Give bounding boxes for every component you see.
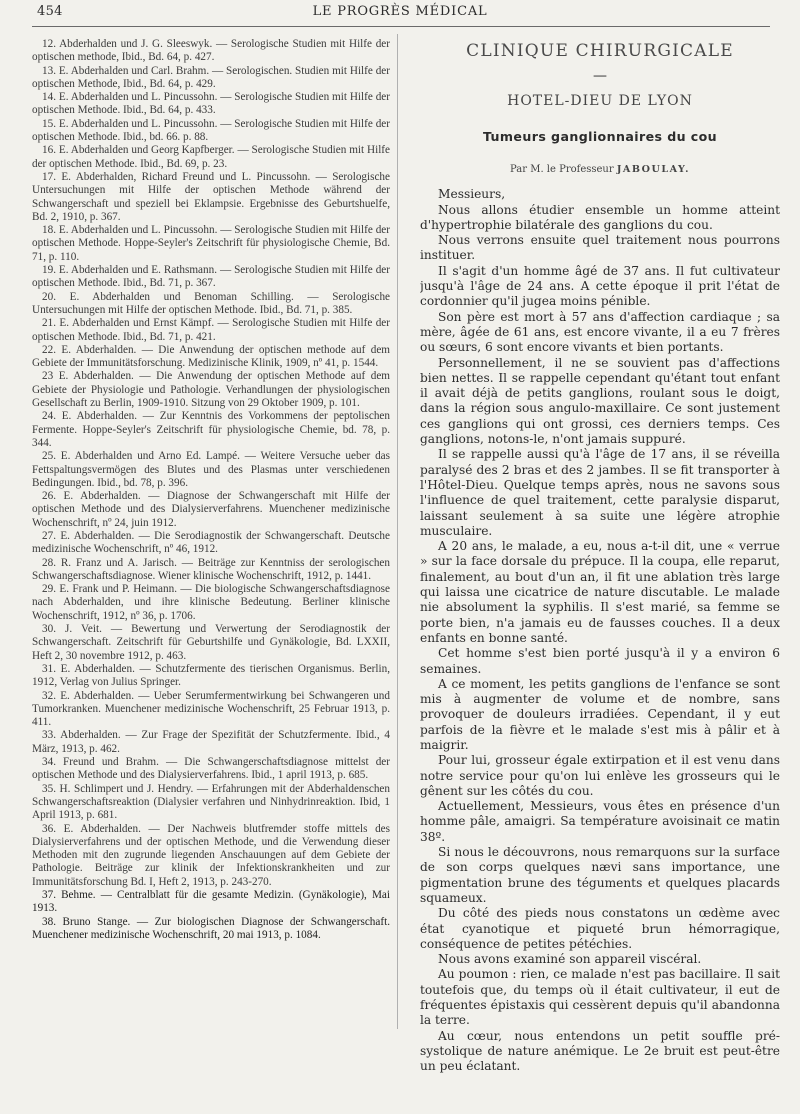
reference-item: 15. E. Abderhalden und L. Pincussohn. — Serologische Studien mit Hilfe der optischen Methode. Ibid., bd. 66. p. 88. xyxy=(32,117,390,144)
reference-item: 12. Abderhalden und J. G. Sleeswyk. — Serologische Studien mit Hilfe der optischen methode, Ibid., Bd. 64, p. 427. xyxy=(32,38,390,64)
reference-item: 23 E. Abderhalden. — Die Anwendung der optischen Methode auf dem Gebiete der Physiologie und Pathologie. Verhandlungen der physiologischen Gesellschaft zu Berlin, 1909-1910. Sitzung von 29 Oktober 1909, p. 101. xyxy=(32,370,390,410)
paragraph: Actuellement, Messieurs, vous êtes en présence d'un homme pâle, amaigri. Sa température avoisinait ce matin 38º. xyxy=(420,799,780,844)
header-rule xyxy=(32,26,770,27)
paragraph: Nous verrons ensuite quel traitement nous pourrons instituer. xyxy=(420,233,780,263)
reference-item: 20. E. Abderhalden und Benoman Schilling. — Serologische Untersuchungen mit Hilfe der optischen Methode. Ibid., Bd. 71, p. 385. xyxy=(32,290,390,316)
paragraph: A ce moment, les petits ganglions de l'enfance se sont mis à augmenter de volume et de nombre, sans provoquer de douleurs irradiées. Cependant, il y eut parfois de la fièvre et le malade s'est mis à pâlir et à maigrir. xyxy=(420,676,780,752)
article-column xyxy=(420,40,780,1075)
reference-item: 38. Bruno Stange. — Zur biologischen Diagnose der Schwangerschaft. Muenchener medizinische Wochenschrift, 20 mai 1913, p. 1084. xyxy=(32,915,390,941)
running-title: LE PROGRÈS MÉDICAL xyxy=(312,4,488,19)
reference-item: 19. E. Abderhalden und E. Rathsmann. — Serologische Studien mit Hilfe der optischen Methode. Ibid., Bd. 71, p. 367. xyxy=(32,264,390,290)
page-number: 454 xyxy=(37,4,63,19)
reference-item: 14. E. Abderhalden und L. Pincussohn. — Serologische Studien mit Hilfe der optischen Methode. Ibid., Bd. 64, p. 433. xyxy=(32,91,390,117)
paragraph: Pour lui, grosseur égale extirpation et il est venu dans notre service pour qu'on lui enlève les grosseurs qui le gênent sur les côtés du cou. xyxy=(420,753,780,798)
paragraph: Nous avons examiné son appareil viscéral. xyxy=(438,952,702,967)
paragraph: Il s'agit d'un homme âgé de 37 ans. Il fut cultivateur jusqu'à l'âge de 24 ans. A cette époque il prit l'état de cordonnier qu'il jugea moins pénible. xyxy=(420,263,780,309)
reference-item: 25. E. Abderhalden und Arno Ed. Lampé. — Weitere Versuche ueber das Fettspaltungsvermögen des Blutes und des Plasmas unter verschiedenen Bedingungen. Ibid., bd. 78, p. 396. xyxy=(32,450,390,489)
paragraph: Au poumon : rien, ce malade n'est pas bacillaire. Il sait toutefois que, du temps où il était cultivateur, il eut de fréquentes épistaxis qui cessèrent depuis qu'il abandonna la terre. xyxy=(420,967,780,1028)
reference-item: 18. E. Abderhalden und L. Pincussohn. — Serologische Studien mit Hilfe der optischen Methode. Hoppe-Seyler's Zeitschrift für physiologische Chemie, Bd. 71, p. 110. xyxy=(32,224,390,263)
paragraph: A 20 ans, le malade, a eu, nous a-t-il dit, une « verrue » sur la face dorsale du prépuce. Il la coupa, elle reparut, finalement, au bout d'un an, il fit une ablation très large qui laissa une cicatrice de nature discutable. Le malade nie absolument la syphilis. Il s'est marié, sa femme se porte bien, n'a jamais eu de fausses couches. Il a deux enfants en bonne santé. xyxy=(420,539,780,645)
reference-item: 33. Abderhalden. — Zur Frage der Spezifität der Schutzfermente. Ibid., 4 März, 1913, p. 462. xyxy=(32,729,390,755)
column-divider xyxy=(397,34,398,1029)
reference-item: 27. E. Abderhalden. — Die Serodiagnostik der Schwangerschaft. Deutsche medizinische Wochenschrift, nº 46, 1912. xyxy=(32,529,390,556)
paragraph: Nous allons étudier ensemble un homme atteint d'hypertrophie bilatérale des ganglions du cou. xyxy=(420,202,780,232)
author-prefix: Par M. le Professeur xyxy=(510,164,614,175)
paragraph: Du côté des pieds nous constatons un œdème avec état cyanotique et piqueté brun hémorragique, conséquence de petites pétéchies. xyxy=(420,906,780,951)
reference-item: 34. Freund und Brahm. — Die Schwangerschaftsdiagnose mittelst der optischen Methode und des Dialysierverfahrens. Ibid., 1 april 1913, p. 685. xyxy=(32,756,390,782)
paragraph: Cet homme s'est bien porté jusqu'à il y a environ 6 semaines. xyxy=(420,646,780,676)
title-dash: — xyxy=(593,68,607,84)
references-column xyxy=(32,38,390,942)
reference-item: 13. E. Abderhalden und Carl. Brahm. — Serologischen. Studien mit Hilfe der optischen Methode, Ibid., Bd. 64, p. 429. xyxy=(32,64,390,90)
reference-item: 37. Behme. — Centralblatt für die gesamte Medizin. (Gynäkologie), Mai 1913. xyxy=(32,889,390,915)
paragraph: Au cœur, nous entendons un petit souffle pré-systolique de nature anémique. Le 2e bruit est peut-être un peu éclatant. xyxy=(420,1028,780,1074)
article-topic: Tumeurs ganglionnaires du cou xyxy=(482,129,718,144)
reference-item: 22. E. Abderhalden. — Die Anwendung der optischen methode auf dem Gebiete der Immunitätsforschung. Medizinische Klinik, 1909, nº 41, p. 1544. xyxy=(32,343,390,370)
reference-item: 16. E. Abderhalden und Georg Kapfberger. — Serologische Studien mit Hilfe der optischen Methode. Ibid., Bd. 69, p. 23. xyxy=(32,144,390,170)
paragraph: Personnellement, il ne se souvient pas d'affections bien nettes. Il se rappelle cependant qu'étant tout enfant il avait déjà de petits ganglions, roulant sous le doigt, dans la région sous angulo-maxillaire. Ce sont justement ces ganglions qui ont grossi, ces derniers temps. Ces ganglions, notons-le, n'ont jamais suppuré. xyxy=(420,355,780,447)
reference-item: 17. E. Abderhalden, Richard Freund und L. Pincussohn. — Serologische Untersuchungen mit Hilfe der optischen Methode während der Schwangerschaft und speziell bei Eklampsie. Ergebnisse des Geburtshuelfe, Bd. 2, 1910, p. 367. xyxy=(32,170,390,223)
reference-item: 24. E. Abderhalden. — Zur Kenntnis des Vorkommens der peptolischen Fermente. Hoppe-Seyler's Zeitschrift für physiologische Chemie, bd. 78, p. 344. xyxy=(32,410,390,449)
reference-item: 26. E. Abderhalden. — Diagnose der Schwangerschaft mit Hilfe der optischen Methode und des Dialysierverfahrens. Muenchener medizinische Wochenschrift, nº 24, juin 1912. xyxy=(32,490,390,529)
reference-item: 35. H. Schlimpert und J. Hendry. — Erfahrungen mit der Abderhaldenschen Schwangerschaftsreaktion (Dialysier verfahren und Ninhydrinreaktion. Ibid, 1 April 1913, p. 681. xyxy=(32,782,390,822)
reference-item: 36. E. Abderhalden. — Der Nachweis blutfremder stoffe mittels des Dialysierverfahrens und der optischen Methode, und die Verwendung dieser Methoden mit den zugrunde liegenden Anschauungen auf dem Gebiete der Pathologie. Beiträge zur klinik der Infektionskrankheiten und zur Immunitätsforschung Bd. I, Heft 2, 1913, p. 243-270. xyxy=(32,822,390,888)
hospital-name: HOTEL-DIEU DE LYON xyxy=(507,93,693,109)
article-author xyxy=(420,162,780,177)
page-header xyxy=(0,0,800,26)
reference-item: 21. E. Abderhalden und Ernst Kämpf. — Serologische Studien mit Hilfe der optischen Methode. Ibid., Bd. 71, p. 421. xyxy=(32,317,390,343)
reference-item: 32. E. Abderhalden. — Ueber Serumfermentwirkung bei Schwangeren und Tumorkranken. Muenchener medizinische Wochenschrift, 25 Februar 1913, p. 411. xyxy=(32,689,390,729)
reference-item: 31. E. Abderhalden. — Schutzfermente des tierischen Organismus. Berlin, 1912, Verlag von Julius Springer. xyxy=(32,662,390,689)
paragraph: Son père est mort à 57 ans d'affection cardiaque ; sa mère, âgée de 61 ans, est encore vivante, il a eu 7 frères ou sœurs, 6 sont encore vivants et bien portants. xyxy=(420,309,780,355)
section-title: CLINIQUE CHIRURGICALE xyxy=(466,41,734,61)
paragraph: Si nous le découvrons, nous remarquons sur la surface de son corps quelques nævi sans importance, une pigmentation brune des téguments et quelques placards squameux. xyxy=(420,845,780,905)
reference-item: 29. E. Frank und P. Heimann. — Die biologische Schwangerschaftsdiagnose nach Abderhalden, und ihre klinische Bedeutung. Berliner klinische Wochenschrift, 1912, nº 36, p. 1706. xyxy=(32,583,390,622)
paragraph: Messieurs, xyxy=(438,187,506,202)
reference-item: 30. J. Veit. — Bewertung und Verwertung der Serodiagnostik der Schwangerschaft. Zeitschrift für Geburtshilfe und Gynäkologie, Bd. LXXII, Heft 2, 30 novembre 1912, p. 463. xyxy=(32,623,390,662)
author-name: JABOULAY. xyxy=(616,164,690,175)
reference-item: 28. R. Franz und A. Jarisch. — Beiträge zur Kenntniss der serologischen Schwangerschaftsdiagnose. Wiener klinische Wochenschrift, 1912, p. 1441. xyxy=(32,556,390,582)
paragraph: Il se rappelle aussi qu'à l'âge de 17 ans, il se réveilla paralysé des 2 bras et des 2 jambes. Il se fit transporter à l'Hôtel-Dieu. Quelque temps après, nous ne savons sous l'influence de quel traitement, cette paralysie disparut, laissant seulement à sa suite une légère atrophie musculaire. xyxy=(420,447,780,538)
